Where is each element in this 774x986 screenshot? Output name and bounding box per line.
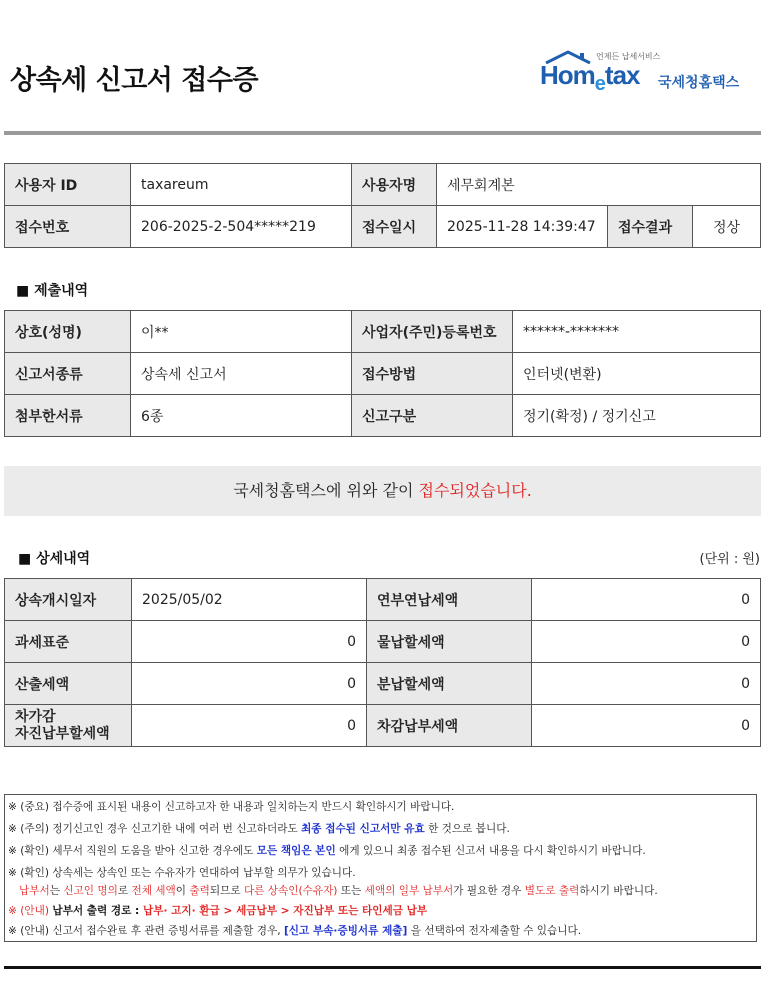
logo-korean-name: 국세청홈택스: [658, 75, 740, 91]
detail-label: 상속개시일자: [5, 579, 132, 621]
detail-label: 산출세액: [5, 663, 132, 705]
form-type-label: 신고서종류: [5, 353, 131, 395]
submission-heading: ■ 제출내역: [16, 283, 89, 299]
detail-value: 0: [532, 663, 761, 705]
notice-line: ※ (확인) 세무서 직원의 도움을 받아 신고한 경우에도 모든 책임은 본인 에게 있으니 최종 접수된 신고서 내용을 다시 확인하시기 바랍니다.: [8, 845, 646, 857]
notice-line: ※ (중요) 접수증에 표시된 내용이 신고하고자 한 내용과 일치하는지 반드시 확인하시기 바랍니다.: [8, 801, 455, 813]
page-title: 상속세 신고서 접수증: [10, 65, 259, 96]
notice-line: ※ (안내) 납부서 출력 경로 : 납부· 고지· 환급 > 세금납부 > 자진납부 또는 타인세금 납부: [8, 905, 428, 917]
reg-no-value: ******-*******: [513, 311, 761, 353]
reg-no-label: 사업자(주민)등록번호: [352, 311, 513, 353]
detail-value: 2025/05/02: [132, 579, 367, 621]
detail-label: 물납할세액: [367, 621, 532, 663]
user-name-label: 사용자명: [352, 164, 437, 206]
detail-label: 차감납부세액: [367, 705, 532, 747]
detail-value: 0: [132, 663, 367, 705]
receipt-no-label: 접수번호: [5, 206, 131, 248]
logo-wordmark: Hom$_e$tax: [540, 60, 640, 95]
detail-value: 0: [132, 621, 367, 663]
detail-table: [4, 578, 761, 747]
hometax-logo: [540, 48, 750, 98]
detail-value: 0: [132, 705, 367, 747]
footer-divider: [4, 966, 761, 969]
receipt-no-value: 206-2025-2-504*****219: [131, 206, 352, 248]
method-value: 인터넷(변환): [513, 353, 761, 395]
result-value: 정상: [693, 206, 761, 248]
banner-highlight: 접수되었습니다.: [418, 481, 532, 500]
receipt-time-label: 접수일시: [352, 206, 437, 248]
user-name-value: 세무회계본: [437, 164, 761, 206]
form-type-value: 상속세 신고서: [131, 353, 352, 395]
detail-label: 연부연납세액: [367, 579, 532, 621]
detail-value: 0: [532, 621, 761, 663]
user-id-label: 사용자 ID: [5, 164, 131, 206]
category-label: 신고구분: [352, 395, 513, 437]
header-divider: [4, 131, 761, 135]
user-id-value: taxareum: [131, 164, 352, 206]
notice-line: ※ (주의) 정기신고인 경우 신고기한 내에 여러 번 신고하더라도 최종 접수된 신고서만 유효 한 것으로 봅니다.: [8, 823, 510, 835]
name-value: 이**: [131, 311, 352, 353]
attach-label: 첨부한서류: [5, 395, 131, 437]
detail-value: 0: [532, 579, 761, 621]
name-label: 상호(성명): [5, 311, 131, 353]
detail-heading: ■ 상세내역: [18, 551, 91, 567]
notice-line: 납부서는 신고인 명의로 전체 세액이 출력되므로 다른 상속인(수유자) 또는 세액의 일부 납부서가 필요한 경우 별도로 출력하시기 바랍니다.: [19, 885, 658, 897]
logo-tagline: 언제든 납세서비스: [596, 52, 661, 61]
category-value: 정기(확정) / 정기신고: [513, 395, 761, 437]
user-info-table: [4, 163, 761, 248]
method-label: 접수방법: [352, 353, 513, 395]
notice-line: ※ (확인) 상속세는 상속인 또는 수유자가 연대하여 납부할 의무가 있습니다.: [8, 867, 356, 879]
banner-text: 국세청홈택스에 위와 같이: [233, 481, 419, 500]
submission-table: [4, 310, 761, 437]
notice-box: [4, 794, 757, 942]
notice-line: ※ (안내) 신고서 접수완료 후 관련 증빙서류를 제출할 경우, [신고 부속·증빙서류 제출] 을 선택하여 전자제출할 수 있습니다.: [8, 925, 582, 937]
unit-label: (단위 : 원): [699, 552, 760, 567]
detail-label: 분납할세액: [367, 663, 532, 705]
receipt-time-value: 2025-11-28 14:39:47: [437, 206, 608, 248]
detail-label: 차가감 자진납부할세액: [5, 705, 132, 747]
result-label: 접수결과: [608, 206, 693, 248]
attach-value: 6종: [131, 395, 352, 437]
detail-value: 0: [532, 705, 761, 747]
detail-label: 과세표준: [5, 621, 132, 663]
receipt-confirmation-banner: [4, 466, 761, 516]
